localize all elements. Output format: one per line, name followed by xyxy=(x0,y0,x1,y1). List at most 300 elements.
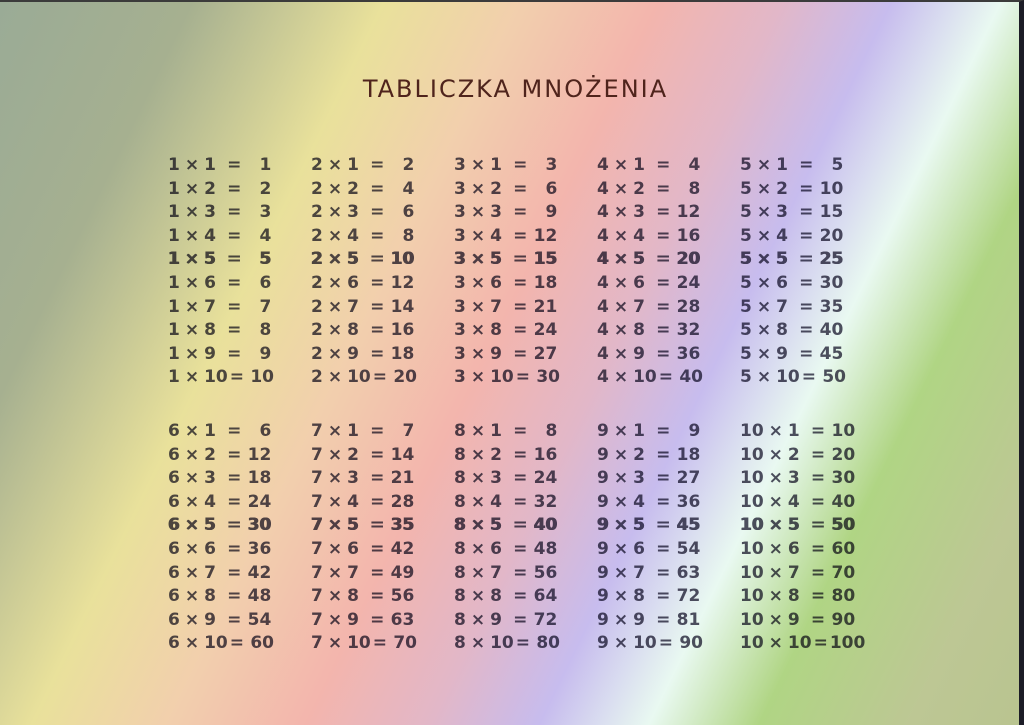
factor-a: 1 xyxy=(168,202,180,223)
equation-6x1 xyxy=(168,420,311,444)
multiply-sign: × xyxy=(756,249,772,270)
factor-b: 2 xyxy=(633,444,645,465)
multiply-sign: × xyxy=(470,249,486,270)
product: 10 xyxy=(250,367,275,388)
multiply-sign: × xyxy=(327,155,343,175)
factor-b: 7 xyxy=(204,296,216,317)
equation-10x3 xyxy=(740,467,883,491)
product: 72 xyxy=(533,609,558,630)
equation-9x5 xyxy=(597,514,740,538)
factor-b: 8 xyxy=(787,586,800,607)
multiply-sign: × xyxy=(470,202,486,223)
multiply-sign: × xyxy=(613,515,629,536)
equals-sign: = xyxy=(799,296,814,317)
equals-sign: = xyxy=(227,202,242,223)
equation-1x4 xyxy=(168,225,311,249)
equals-sign: = xyxy=(513,225,528,246)
product: 40 xyxy=(831,491,856,512)
factor-a: 4 xyxy=(597,225,609,246)
equals-sign: = xyxy=(513,491,528,512)
multiply-sign: × xyxy=(470,367,486,388)
equals-sign: = xyxy=(656,491,671,512)
multiply-sign: × xyxy=(184,249,200,270)
equation-5x7 xyxy=(740,296,883,320)
multiply-sign: × xyxy=(470,491,486,512)
product: 28 xyxy=(390,491,415,512)
product: 6 xyxy=(259,420,272,441)
factor-b: 3 xyxy=(776,202,788,223)
factor-b: 6 xyxy=(490,538,502,559)
factor-a: 4 xyxy=(597,367,609,388)
equation-1x6 xyxy=(168,272,311,296)
equation-1x2 xyxy=(168,178,311,202)
product: 21 xyxy=(533,296,558,317)
factor-a: 2 xyxy=(311,272,323,293)
product: 4 xyxy=(402,178,415,199)
factor-a: 10 xyxy=(740,562,764,583)
product: 24 xyxy=(533,320,558,341)
factor-b: 7 xyxy=(490,562,502,583)
equals-sign: = xyxy=(656,343,671,364)
equation-3x9 xyxy=(454,343,597,367)
multiply-sign: × xyxy=(470,515,486,536)
equation-3x1 xyxy=(454,154,597,178)
equation-1x1 xyxy=(168,154,311,178)
equals-sign: = xyxy=(370,202,385,223)
product: 40 xyxy=(819,320,844,341)
factor-a: 6 xyxy=(168,633,180,654)
product: 27 xyxy=(533,343,558,364)
equation-3x7 xyxy=(454,296,597,320)
equation-2x5 xyxy=(311,248,454,272)
factor-b: 6 xyxy=(633,272,645,293)
factor-a: 7 xyxy=(311,586,323,607)
factor-a: 3 xyxy=(454,296,466,317)
equals-sign: = xyxy=(656,320,671,341)
factor-b: 10 xyxy=(490,633,514,654)
product: 9 xyxy=(545,202,558,223)
multiply-sign: × xyxy=(327,491,343,512)
equals-sign: = xyxy=(799,178,814,199)
multiply-sign: × xyxy=(613,343,629,364)
multiply-sign: × xyxy=(470,562,486,583)
factor-b: 3 xyxy=(490,202,502,223)
equation-7x9 xyxy=(311,609,454,633)
product: 1 xyxy=(259,155,272,175)
product: 70 xyxy=(831,562,856,583)
equation-9x9 xyxy=(597,609,740,633)
equals-sign: = xyxy=(799,202,814,223)
multiply-sign: × xyxy=(327,420,343,441)
factor-b: 10 xyxy=(347,367,371,388)
factor-b: 6 xyxy=(204,272,216,293)
factor-b: 5 xyxy=(204,515,216,536)
multiply-sign: × xyxy=(470,296,486,317)
multiply-sign: × xyxy=(327,562,343,583)
product: 90 xyxy=(831,609,856,630)
equals-sign: = xyxy=(513,343,528,364)
times-table-9 xyxy=(597,420,740,656)
equals-sign: = xyxy=(370,491,385,512)
multiply-sign: × xyxy=(470,178,486,199)
multiply-sign: × xyxy=(756,320,772,341)
equals-sign: = xyxy=(370,444,385,465)
product: 2 xyxy=(259,178,272,199)
equation-10x10 xyxy=(740,632,883,656)
equation-5x10 xyxy=(740,366,883,390)
multiply-sign: × xyxy=(184,538,200,559)
factor-a: 10 xyxy=(740,633,764,654)
product: 32 xyxy=(533,491,558,512)
multiply-sign: × xyxy=(768,491,783,512)
factor-b: 5 xyxy=(633,515,645,536)
equals-sign: = xyxy=(227,515,242,536)
product: 6 xyxy=(259,272,272,293)
factor-b: 8 xyxy=(490,586,502,607)
product: 42 xyxy=(390,538,415,559)
equals-sign: = xyxy=(227,320,242,341)
factor-a: 5 xyxy=(740,225,752,246)
factor-a: 8 xyxy=(454,491,466,512)
equation-9x1 xyxy=(597,420,740,444)
equals-sign: = xyxy=(227,155,242,175)
equals-sign: = xyxy=(513,155,528,175)
equals-sign: = xyxy=(513,178,528,199)
factor-a: 1 xyxy=(168,272,180,293)
factor-a: 9 xyxy=(597,586,609,607)
product: 70 xyxy=(393,633,418,654)
equation-4x4 xyxy=(597,225,740,249)
equation-9x3 xyxy=(597,467,740,491)
product: 20 xyxy=(676,249,701,270)
product: 20 xyxy=(831,444,856,465)
factor-b: 1 xyxy=(204,420,216,441)
product: 14 xyxy=(390,444,415,465)
equals-sign: = xyxy=(810,538,826,559)
equals-sign: = xyxy=(799,249,814,270)
multiply-sign: × xyxy=(756,343,772,364)
factor-b: 8 xyxy=(347,320,359,341)
equation-5x3 xyxy=(740,201,883,225)
product: 16 xyxy=(676,225,701,246)
equals-sign: = xyxy=(227,562,242,583)
product: 81 xyxy=(676,609,701,630)
factor-b: 3 xyxy=(204,468,216,489)
product: 21 xyxy=(390,468,415,489)
factor-b: 4 xyxy=(347,491,359,512)
factor-a: 5 xyxy=(740,155,752,175)
equals-sign: = xyxy=(370,296,385,317)
factor-b: 5 xyxy=(347,515,359,536)
multiply-sign: × xyxy=(768,444,783,465)
factor-a: 2 xyxy=(311,296,323,317)
multiply-sign: × xyxy=(327,633,343,654)
multiply-sign: × xyxy=(470,155,486,175)
product: 49 xyxy=(390,562,415,583)
factor-b: 9 xyxy=(633,609,645,630)
product: 50 xyxy=(831,515,856,536)
factor-b: 6 xyxy=(633,538,645,559)
equals-sign: = xyxy=(513,420,528,441)
equals-sign: = xyxy=(229,633,245,654)
product: 54 xyxy=(247,609,272,630)
factor-a: 3 xyxy=(454,367,466,388)
factor-b: 1 xyxy=(347,155,359,175)
factor-b: 9 xyxy=(490,609,502,630)
multiply-sign: × xyxy=(470,420,486,441)
equation-4x5 xyxy=(597,248,740,272)
multiply-sign: × xyxy=(184,225,200,246)
factor-a: 4 xyxy=(597,343,609,364)
equation-6x7 xyxy=(168,562,311,586)
equals-sign: = xyxy=(810,420,826,441)
multiply-sign: × xyxy=(184,343,200,364)
multiply-sign: × xyxy=(613,633,629,654)
equals-sign: = xyxy=(372,633,388,654)
equation-9x10 xyxy=(597,632,740,656)
product: 64 xyxy=(533,586,558,607)
equals-sign: = xyxy=(227,538,242,559)
multiply-sign: × xyxy=(184,178,200,199)
equals-sign: = xyxy=(229,367,245,388)
factor-a: 3 xyxy=(454,225,466,246)
equation-2x10 xyxy=(311,366,454,390)
multiply-sign: × xyxy=(327,178,343,199)
equation-6x5 xyxy=(168,514,311,538)
equals-sign: = xyxy=(370,538,385,559)
factor-a: 10 xyxy=(740,515,764,536)
factor-a: 2 xyxy=(311,343,323,364)
multiply-sign: × xyxy=(470,320,486,341)
factor-a: 10 xyxy=(740,420,764,441)
equation-1x7 xyxy=(168,296,311,320)
product: 40 xyxy=(533,515,558,536)
factor-a: 2 xyxy=(311,155,323,175)
equals-sign: = xyxy=(513,515,528,536)
factor-a: 6 xyxy=(168,444,180,465)
equation-7x1 xyxy=(311,420,454,444)
equals-sign: = xyxy=(656,155,671,175)
multiply-sign: × xyxy=(327,367,343,388)
factor-a: 7 xyxy=(311,538,323,559)
product: 18 xyxy=(676,444,701,465)
equals-sign: = xyxy=(513,249,528,270)
equals-sign: = xyxy=(227,225,242,246)
equals-sign: = xyxy=(370,515,385,536)
factor-a: 4 xyxy=(597,202,609,223)
equation-4x8 xyxy=(597,319,740,343)
product: 8 xyxy=(545,420,558,441)
times-table-2 xyxy=(311,154,454,390)
product: 48 xyxy=(533,538,558,559)
factor-b: 10 xyxy=(204,367,228,388)
equals-sign: = xyxy=(513,320,528,341)
factor-a: 10 xyxy=(740,586,764,607)
factor-b: 2 xyxy=(490,444,502,465)
product: 12 xyxy=(390,272,415,293)
factor-a: 8 xyxy=(454,586,466,607)
factor-b: 1 xyxy=(490,155,502,175)
factor-a: 6 xyxy=(168,515,180,536)
product: 30 xyxy=(247,515,272,536)
factor-a: 2 xyxy=(311,225,323,246)
equation-2x9 xyxy=(311,343,454,367)
factor-a: 3 xyxy=(454,249,466,270)
factor-b: 6 xyxy=(776,272,788,293)
equals-sign: = xyxy=(227,178,242,199)
factor-a: 5 xyxy=(740,272,752,293)
equals-sign: = xyxy=(227,249,242,270)
factor-b: 5 xyxy=(490,249,502,270)
equation-10x4 xyxy=(740,491,883,515)
equation-4x7 xyxy=(597,296,740,320)
equation-10x8 xyxy=(740,585,883,609)
factor-a: 8 xyxy=(454,515,466,536)
factor-b: 8 xyxy=(204,320,216,341)
equation-2x3 xyxy=(311,201,454,225)
equation-5x5 xyxy=(740,248,883,272)
multiply-sign: × xyxy=(613,296,629,317)
multiply-sign: × xyxy=(184,515,200,536)
equation-5x6 xyxy=(740,272,883,296)
equation-2x6 xyxy=(311,272,454,296)
equals-sign: = xyxy=(370,586,385,607)
equals-sign: = xyxy=(799,155,814,175)
equals-sign: = xyxy=(515,367,531,388)
product: 7 xyxy=(402,420,415,441)
factor-b: 9 xyxy=(787,609,800,630)
product: 10 xyxy=(819,178,844,199)
multiply-sign: × xyxy=(756,202,772,223)
times-table-1 xyxy=(168,154,311,390)
factor-b: 2 xyxy=(490,178,502,199)
factor-a: 3 xyxy=(454,202,466,223)
multiply-sign: × xyxy=(756,178,772,199)
factor-b: 2 xyxy=(204,444,216,465)
times-table-7 xyxy=(311,420,454,656)
equation-3x2 xyxy=(454,178,597,202)
factor-a: 1 xyxy=(168,343,180,364)
factor-b: 7 xyxy=(776,296,788,317)
equals-sign: = xyxy=(513,444,528,465)
equals-sign: = xyxy=(656,562,671,583)
equals-sign: = xyxy=(656,468,671,489)
equals-sign: = xyxy=(370,272,385,293)
equals-sign: = xyxy=(227,272,242,293)
factor-a: 9 xyxy=(597,609,609,630)
factor-b: 4 xyxy=(204,491,216,512)
factor-b: 1 xyxy=(787,420,800,441)
factor-b: 6 xyxy=(347,538,359,559)
product: 56 xyxy=(390,586,415,607)
factor-a: 10 xyxy=(740,609,764,630)
factor-a: 4 xyxy=(597,155,609,175)
factor-b: 2 xyxy=(347,444,359,465)
factor-a: 5 xyxy=(740,320,752,341)
factor-a: 9 xyxy=(597,468,609,489)
equation-5x1 xyxy=(740,154,883,178)
equation-5x8 xyxy=(740,319,883,343)
factor-a: 4 xyxy=(597,272,609,293)
equation-4x9 xyxy=(597,343,740,367)
equals-sign: = xyxy=(513,538,528,559)
factor-a: 4 xyxy=(597,178,609,199)
product: 25 xyxy=(819,249,844,270)
factor-a: 7 xyxy=(311,468,323,489)
equals-sign: = xyxy=(513,272,528,293)
equation-4x3 xyxy=(597,201,740,225)
factor-b: 8 xyxy=(633,320,645,341)
product: 30 xyxy=(819,272,844,293)
product: 18 xyxy=(247,468,272,489)
equation-7x4 xyxy=(311,491,454,515)
factor-a: 1 xyxy=(168,225,180,246)
product: 8 xyxy=(402,225,415,246)
equals-sign: = xyxy=(370,468,385,489)
product: 56 xyxy=(533,562,558,583)
factor-a: 8 xyxy=(454,562,466,583)
multiply-sign: × xyxy=(184,296,200,317)
factor-b: 10 xyxy=(204,633,228,654)
factor-a: 9 xyxy=(597,538,609,559)
factor-b: 7 xyxy=(347,562,359,583)
times-table-8 xyxy=(454,420,597,656)
factor-b: 4 xyxy=(787,491,800,512)
equation-8x7 xyxy=(454,562,597,586)
multiply-sign: × xyxy=(613,249,629,270)
factor-a: 3 xyxy=(454,320,466,341)
product: 6 xyxy=(402,202,415,223)
factor-a: 3 xyxy=(454,272,466,293)
product: 7 xyxy=(259,296,272,317)
equation-8x10 xyxy=(454,632,597,656)
equation-4x6 xyxy=(597,272,740,296)
factor-b: 5 xyxy=(347,249,359,270)
equation-8x4 xyxy=(454,491,597,515)
equation-1x9 xyxy=(168,343,311,367)
product: 32 xyxy=(676,320,701,341)
equals-sign: = xyxy=(513,562,528,583)
equals-sign: = xyxy=(370,320,385,341)
factor-a: 5 xyxy=(740,249,752,270)
equals-sign: = xyxy=(227,609,242,630)
product: 60 xyxy=(831,538,856,559)
equation-7x8 xyxy=(311,585,454,609)
factor-b: 3 xyxy=(204,202,216,223)
factor-b: 4 xyxy=(204,225,216,246)
factor-a: 6 xyxy=(168,609,180,630)
product: 16 xyxy=(390,320,415,341)
multiply-sign: × xyxy=(470,468,486,489)
product: 30 xyxy=(831,468,856,489)
equation-3x3 xyxy=(454,201,597,225)
factor-b: 9 xyxy=(347,343,359,364)
equals-sign: = xyxy=(227,491,242,512)
multiply-sign: × xyxy=(613,420,629,441)
equation-9x4 xyxy=(597,491,740,515)
equation-2x7 xyxy=(311,296,454,320)
times-table-4 xyxy=(597,154,740,390)
factor-b: 6 xyxy=(204,538,216,559)
equation-2x4 xyxy=(311,225,454,249)
factor-a: 8 xyxy=(454,609,466,630)
product: 9 xyxy=(259,343,272,364)
factor-a: 4 xyxy=(597,296,609,317)
equals-sign: = xyxy=(799,225,814,246)
factor-a: 9 xyxy=(597,444,609,465)
multiply-sign: × xyxy=(327,202,343,223)
multiply-sign: × xyxy=(768,609,783,630)
